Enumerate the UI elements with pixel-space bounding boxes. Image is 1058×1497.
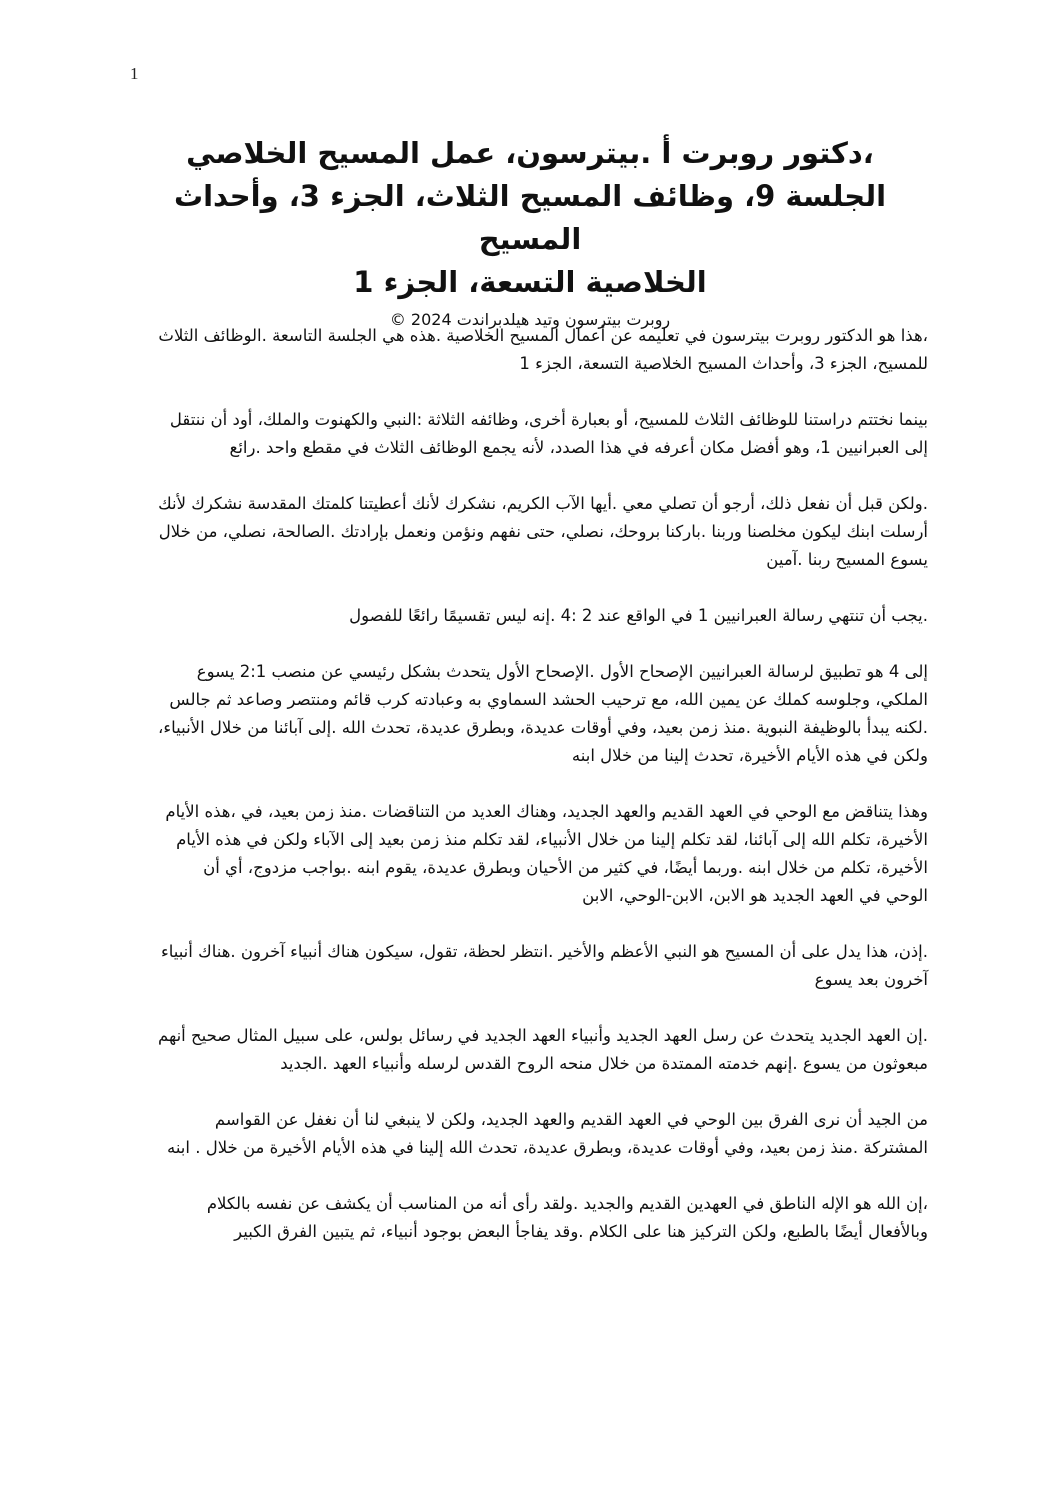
paragraph: .ولكن قبل أن نفعل ذلك، أرجو أن تصلي معي .أيها الآب الكريم، نشكرك لأنك أعطيتنا كلمتك المقدسة نشكرك لأنك أرسلت ابنك ليكون مخلصنا وربنا .باركنا بروحك، نصلي، حتى نفهم ونؤمن ونعمل بإرادتك .الصالحة، نصلي، من خلال يسوع المسيح ربنا .آمين [158, 494, 928, 569]
paragraph: من الجيد أن نرى الفرق بين الوحي في العهد القديم والعهد الجديد، ولكن لا ينبغي لنا أن نغفل عن القواسم المشتركة .منذ زمن بعيد، وفي أوقات عديدة، وبطرق عديدة، تحدث الله إلينا في هذه الأيام الأخيرة من خلال . ابنه [166, 1110, 928, 1157]
paragraph: .يجب أن تنتهي رسالة العبرانيين 1 في الواقع عند 2 :4 .إنه ليس تقسيمًا رائعًا للفصول [349, 606, 928, 625]
paragraph: .إذن، هذا يدل على أن المسيح هو النبي الأعظم والأخير .انتظر لحظة، تقول، سيكون هناك أنبياء آخرون .هناك أنبياء آخرون بعد يسوع [160, 942, 928, 989]
document-body [158, 322, 928, 1274]
paragraph: ،إن الله هو الإله الناطق في العهدين القديم والجديد .ولقد رأى أنه من المناسب أن يكشف عن نفسه بالكلام وبالأفعال أيضًا بالطبع، ولكن التركيز هنا على الكلام .وقد يفاجأ البعض بوجود أنبياء، ثم يتبين الفرق الكبير [206, 1194, 928, 1241]
paragraph: وهذا يتناقض مع الوحي في العهد القديم والعهد الجديد، وهناك العديد من التناقضات .منذ زمن بعيد، في ،هذه الأيام الأخيرة، تكلم الله إلى آبائنا، لقد تكلم إلينا من خلال الأنبياء، لقد تكلم منذ زمن بعيد إلى الآباء ولكن في هذه الأيام الأخيرة، تكلم من خلال ابنه .وربما أيضًا، في كثير من الأحيان وبطرق عديدة، يقوم ابنه .بواجب مزدوج، أي أن الوحي في العهد الجديد هو الابن، الابن-الوحي، الابن [165, 802, 928, 905]
paragraph: ،هذا هو الدكتور روبرت بيترسون في تعليمه عن أعمال المسيح الخلاصية .هذه هي الجلسة التاسعة .الوظائف الثلاث للمسيح، الجزء 3، وأحداث المسيح الخلاصية التسعة، الجزء 1 [158, 326, 928, 373]
paragraph: بينما نختتم دراستنا للوظائف الثلاث للمسيح، أو بعبارة أخرى، وظائفه الثلاثة :النبي والكهنوت والملك، أود أن ننتقل إلى العبرانيين 1، وهو أفضل مكان أعرفه في هذا الصدد، لأنه يجمع الوظائف الثلاث في مقطع واحد .رائع [169, 410, 928, 457]
copyright-line: روبرت بيترسون وتيد هيلدبراندت 2024 © [389, 310, 671, 329]
paragraph: إلى 4 هو تطبيق لرسالة العبرانيين الإصحاح الأول .الإصحاح الأول يتحدث بشكل رئيسي عن منصب 2:1 يسوع الملكي، وجلوسه كملك عن يمين الله، مع ترحيب الحشد السماوي به وعبادته كرب قائم ومنتصر وصاعد ثم جالس .لكنه يبدأ بالوظيفة النبوية .منذ زمن بعيد، وفي أوقات عديدة، وبطرق عديدة، تحدث الله .إلى آبائنا من خلال الأنبياء، ولكن في هذه الأيام الأخيرة، تحدث إلينا من خلال ابنه [158, 662, 928, 765]
document-title [120, 132, 940, 304]
title-line: الجلسة 9، وظائف المسيح الثلاث، الجزء 3، وأحداث المسيح [173, 179, 887, 256]
page-number: 1 [130, 64, 139, 83]
document-header [120, 132, 940, 332]
title-line: ،دكتور روبرت أ .بيترسون، عمل المسيح الخلاصي [186, 136, 874, 170]
title-line: الخلاصية التسعة، الجزء 1 [353, 265, 707, 299]
paragraph: .إن العهد الجديد يتحدث عن رسل العهد الجديد وأنبياء العهد الجديد في رسائل بولس، على سبيل المثال صحيح أنهم مبعوثون من يسوع .إنهم خدمته الممتدة من خلال منحه الروح القدس لرسله وأنبياء العهد .الجديد [158, 1026, 928, 1073]
